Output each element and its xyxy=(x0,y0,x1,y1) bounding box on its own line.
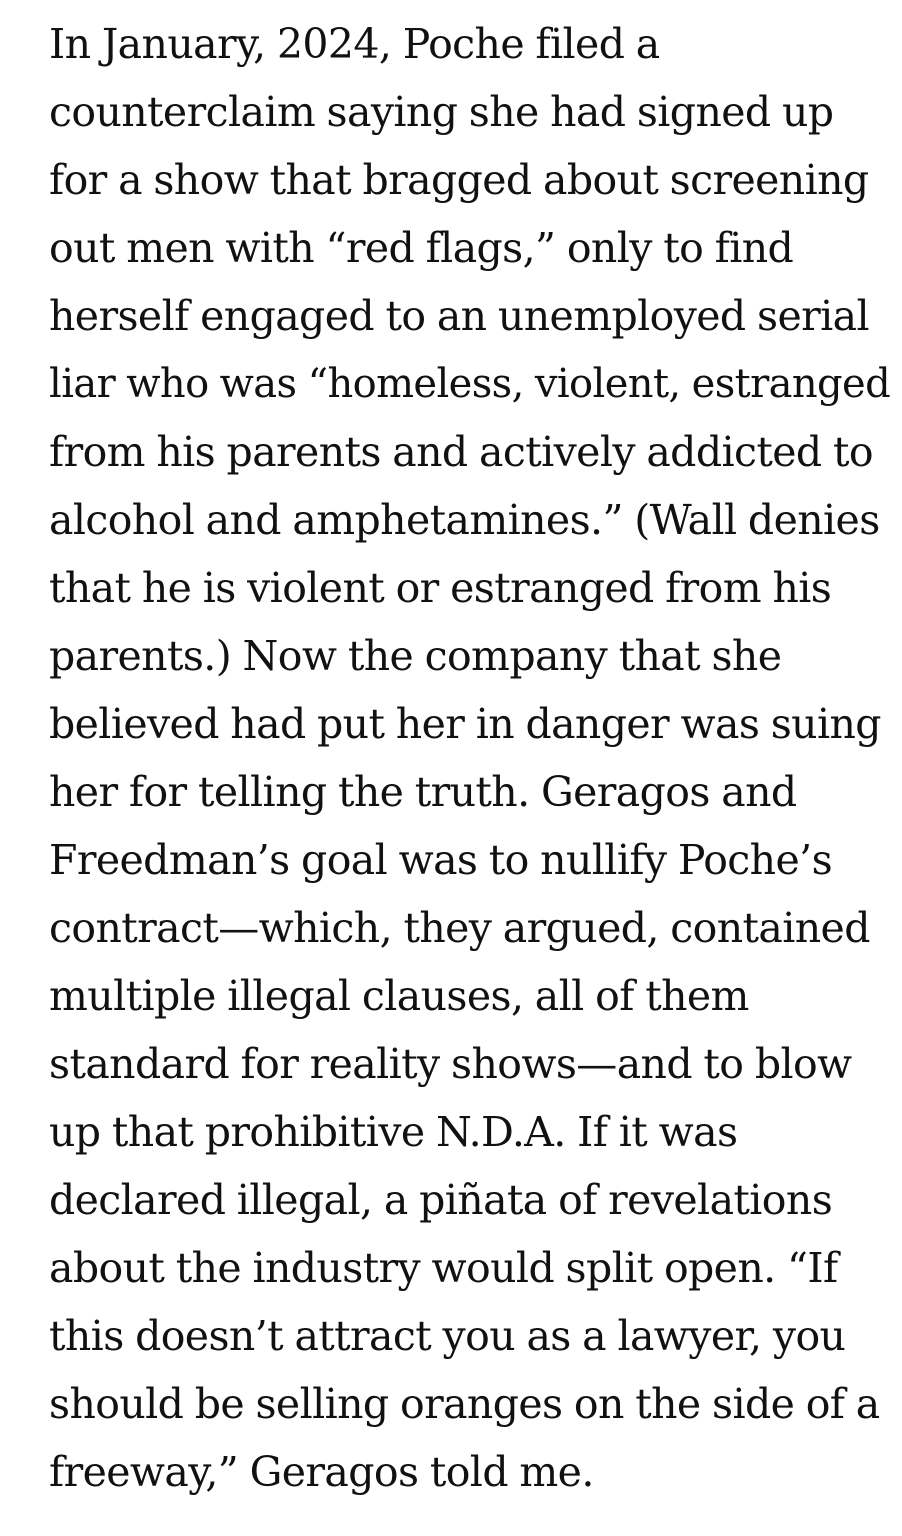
paragraph-line: for a show that bragged about screening xyxy=(49,156,869,204)
paragraph-line: herself engaged to an unemployed serial xyxy=(49,292,869,340)
paragraph-line: parents.) Now the company that she xyxy=(49,632,782,680)
paragraph-line: alcohol and amphetamines.” (Wall denies xyxy=(49,496,880,544)
paragraph-line: out men with “red flags,” only to find xyxy=(49,224,794,272)
paragraph-line: Freedman’s goal was to nullify Poche’s xyxy=(49,836,833,884)
paragraph-line: freeway,” Geragos told me. xyxy=(49,1448,594,1496)
paragraph-line: that he is violent or estranged from his xyxy=(49,564,832,612)
paragraph-line: should be selling oranges on the side of a xyxy=(49,1380,880,1428)
paragraph-line: this doesn’t attract you as a lawyer, you xyxy=(49,1312,846,1360)
paragraph-line: contract—which, they argued, contained xyxy=(49,904,870,952)
paragraph-line: up that prohibitive N.D.A. If it was xyxy=(49,1108,738,1156)
paragraph-line: believed had put her in danger was suing xyxy=(49,700,881,748)
article-paragraph xyxy=(49,10,889,1506)
paragraph-line: from his parents and actively addicted to xyxy=(49,428,873,476)
paragraph-line: about the industry would split open. “If xyxy=(49,1244,838,1292)
paragraph-line: multiple illegal clauses, all of them xyxy=(49,972,749,1020)
paragraph-line: liar who was “homeless, violent, estranged xyxy=(49,361,891,407)
paragraph-line: In January, 2024, Poche filed a xyxy=(49,20,660,68)
paragraph-line: declared illegal, a piñata of revelations xyxy=(49,1176,833,1224)
paragraph-line: her for telling the truth. Geragos and xyxy=(49,768,797,816)
paragraph-line: counterclaim saying she had signed up xyxy=(49,88,834,136)
paragraph-line: standard for reality shows—and to blow xyxy=(49,1040,852,1088)
